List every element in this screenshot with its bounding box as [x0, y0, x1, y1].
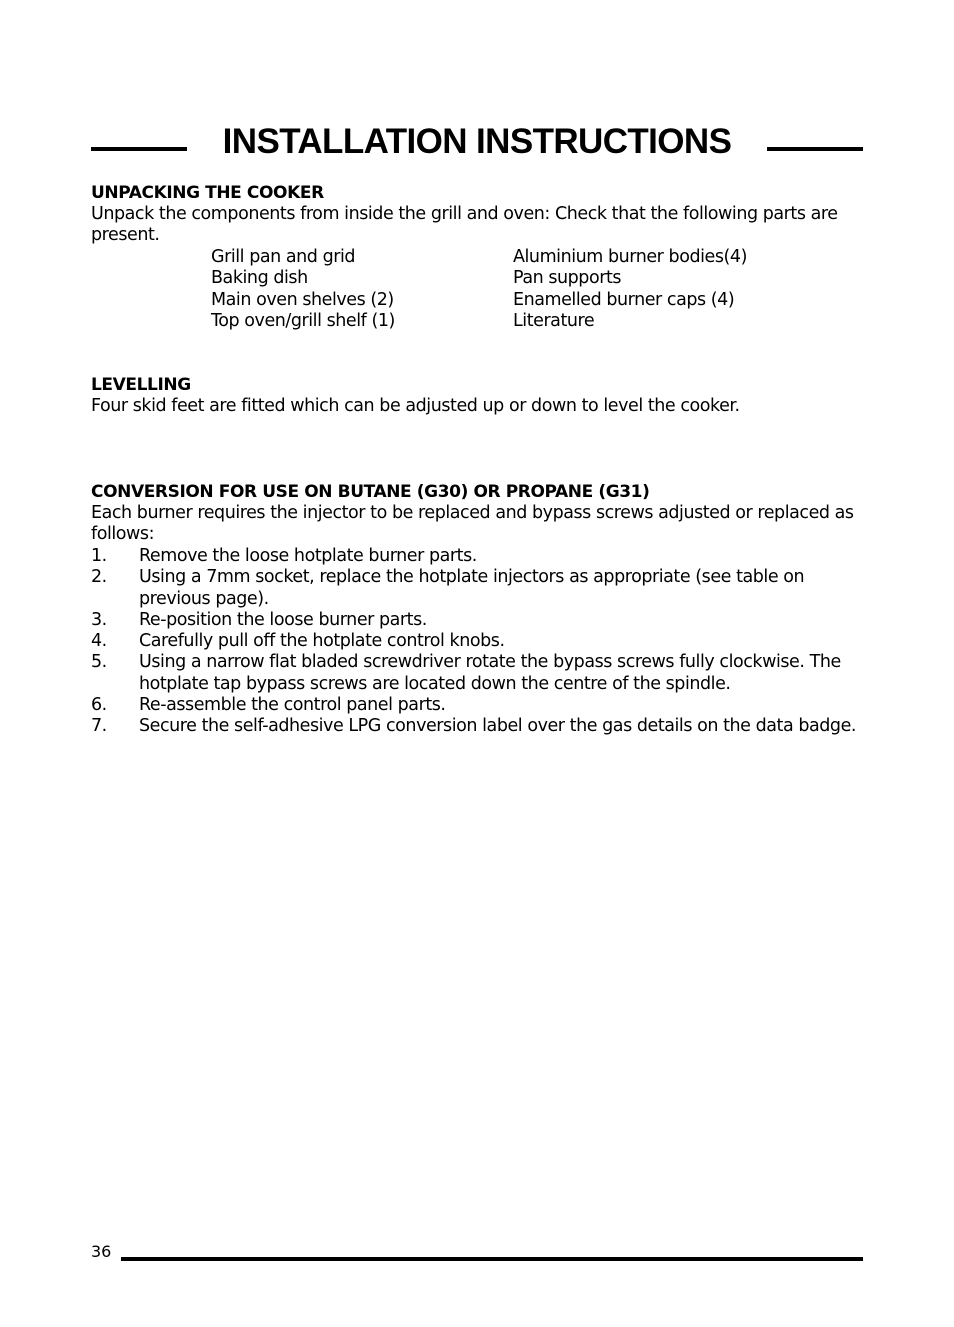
step-number: 3. [91, 609, 107, 630]
step-text: Re-assemble the control panel parts. [139, 695, 446, 716]
step-number: 2. [91, 567, 107, 588]
page-number: 36 [91, 1242, 112, 1261]
unpacking-intro: Unpack the components from inside the grill and oven: Check that the following parts are present. [91, 204, 838, 246]
list-item [91, 631, 861, 652]
list-item [91, 567, 861, 610]
step-text: Using a narrow flat bladed screwdriver rotate the bypass screws fully clockwise. The hotplate tap bypass screws are located down the centre of the spindle. [139, 652, 841, 694]
part-item: Top oven/grill shelf (1) [211, 310, 395, 331]
parts-list-left [211, 247, 395, 332]
unpacking-heading: UNPACKING THE COOKER [91, 183, 324, 203]
conversion-intro: Each burner requires the injector to be replaced and bypass screws adjusted or replaced as follows: [91, 503, 854, 545]
list-item [91, 716, 861, 737]
part-item: Main oven shelves (2) [211, 289, 394, 310]
step-text: Re-position the loose burner parts. [139, 609, 427, 630]
list-item [91, 695, 861, 716]
footer-rule [121, 1257, 863, 1261]
conversion-steps [91, 546, 861, 738]
step-number: 7. [91, 716, 107, 737]
part-item: Baking dish [211, 268, 308, 289]
step-number: 4. [91, 631, 107, 652]
step-text: Carefully pull off the hotplate control knobs. [139, 631, 505, 652]
list-item [91, 546, 861, 567]
step-text: Remove the loose hotplate burner parts. [139, 546, 477, 566]
step-text: Using a 7mm socket, replace the hotplate injectors as appropriate (see table on previous page). [139, 567, 805, 609]
levelling-heading: LEVELLING [91, 375, 191, 395]
title-rule-right [767, 147, 863, 151]
part-item: Aluminium burner bodies(4) [513, 247, 747, 267]
step-number: 5. [91, 652, 107, 673]
step-number: 6. [91, 695, 107, 716]
parts-list-right [513, 247, 747, 332]
list-item [91, 652, 861, 695]
part-item: Grill pan and grid [211, 247, 356, 267]
conversion-heading: CONVERSION FOR USE ON BUTANE (G30) OR PROPANE (G31) [91, 482, 650, 502]
part-item: Enamelled burner caps (4) [513, 289, 735, 310]
list-item [91, 610, 861, 631]
part-item: Pan supports [513, 268, 622, 289]
part-item: Literature [513, 310, 595, 331]
levelling-text: Four skid feet are fitted which can be adjusted up or down to level the cooker. [91, 396, 740, 416]
step-text: Secure the self-adhesive LPG conversion label over the gas details on the data badge. [139, 716, 857, 737]
step-number: 1. [91, 546, 107, 566]
page-title: INSTALLATION INSTRUCTIONS [222, 122, 732, 161]
